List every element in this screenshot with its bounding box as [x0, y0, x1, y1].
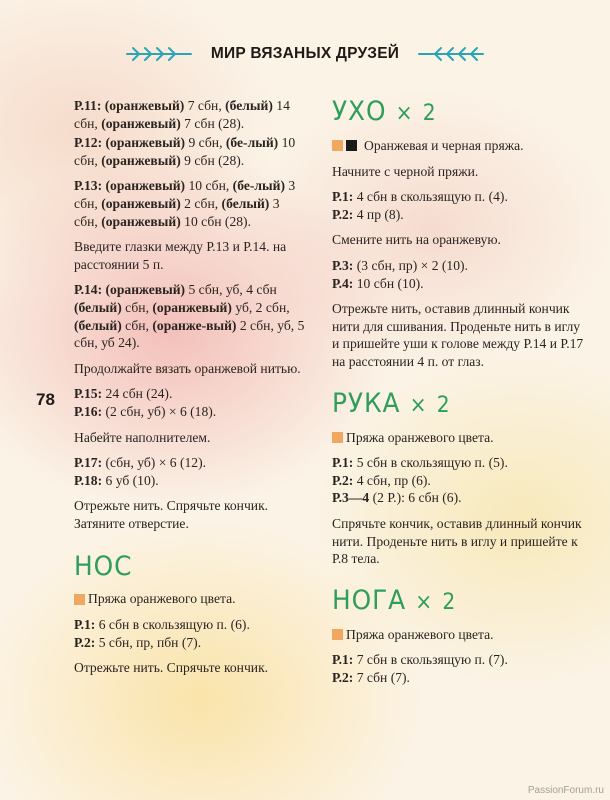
nose-section-title: НОС: [74, 551, 133, 583]
page-number: 78: [36, 390, 55, 409]
page-header-title: МИР ВЯЗАНЫХ ДРУЗЕЙ: [210, 45, 400, 62]
row-12: Р.12: (оранжевый) 9 сбн, (бе-лый) 10 сбн, (оранжевый) 9 сбн (28).: [74, 135, 296, 168]
row-15: Р.15: 24 сбн (24).: [74, 386, 173, 402]
arm-row-3-4: Р.3—4 (2 Р.): 6 сбн (6).: [332, 490, 462, 506]
leaf-branch-icon: [125, 45, 193, 63]
row-17: Р.17: (сбн, уб) × 6 (12).: [74, 455, 207, 471]
leg-row-2: Р.2: 7 сбн (7).: [332, 669, 410, 685]
nose-row-2: Р.2: 5 сбн, пр, пбн (7).: [74, 634, 202, 650]
continue-note: Продолжайте вязать оранжевой нитью.: [74, 360, 301, 376]
leg-section-title: НОГА × 2: [332, 584, 458, 616]
watermark: PassionForum.ru: [527, 785, 604, 796]
arm-yarn: Пряжа оранжевого цвета.: [332, 429, 584, 447]
nose-note: Отрежьте нить. Спрячьте кончик.: [74, 660, 269, 676]
arm-row-1: Р.1: 5 сбн в скользящую п. (5).: [332, 455, 508, 471]
eyes-note: Введите глазки между Р.13 и Р.14. на расстоянии 5 п.: [74, 239, 287, 272]
ear-start-note: Начните с черной пряжи.: [332, 163, 479, 179]
leg-yarn: Пряжа оранжевого цвета.: [332, 626, 584, 644]
row-11: Р.11: (оранжевый) 7 сбн, (белый) 14 сбн, (оранжевый) 7 сбн (28).: [74, 98, 290, 131]
arm-section-title: РУКА × 2: [332, 387, 452, 419]
row-13: Р.13: (оранжевый) 10 сбн, (бе-лый) 3 сбн, (оранжевый) 2 сбн, (белый) 3 сбн, (оранжевый) 10 сбн (28).: [74, 178, 296, 229]
row-18: Р.18: 6 уб (10).: [74, 472, 159, 488]
orange-yarn-swatch: [74, 594, 85, 605]
orange-yarn-swatch: [332, 629, 343, 640]
ear-row-1: Р.1: 4 сбн в скользящую п. (4).: [332, 189, 508, 205]
page-header: [0, 38, 610, 70]
arm-sew-note: Спрячьте кончик, оставив длинный кончик нити. Проденьте нить в иглу и пришейте к Р.8 тела.: [332, 515, 582, 567]
left-column: [74, 97, 306, 685]
ear-section-title: УХО × 2: [332, 96, 438, 127]
finish-note: Отрежьте нить. Спрячьте кончик. Затяните отверстие.: [74, 498, 269, 531]
right-column: [332, 97, 584, 694]
ear-row-2: Р.2: 4 пр (8).: [332, 206, 404, 222]
leaf-branch-icon: [417, 45, 485, 63]
orange-yarn-swatch: [332, 432, 343, 443]
ear-row-3: Р.3: (3 сбн, пр) × 2 (10).: [332, 257, 468, 273]
leg-row-1: Р.1: 7 сбн в скользящую п. (7).: [332, 652, 508, 668]
ear-yarn: Оранжевая и черная пряжа.: [332, 137, 584, 155]
ear-change-note: Смените нить на оранжевую.: [332, 232, 501, 248]
ear-sew-note: Отрежьте нить, оставив длинный кончик нити для сшивания. Проденьте нить в иглу и пришейте уши к голове между Р.14 и Р.17 на расстоянии 4 п. от глаз.: [332, 301, 584, 369]
nose-row-1: Р.1: 6 сбн в скользящую п. (6).: [74, 617, 250, 633]
arm-row-2: Р.2: 4 сбн, пр (6).: [332, 472, 431, 488]
row-16: Р.16: (2 сбн, уб) × 6 (18).: [74, 403, 217, 419]
orange-yarn-swatch: [332, 140, 343, 151]
stuff-note: Набейте наполнителем.: [74, 429, 211, 445]
black-yarn-swatch: [346, 140, 357, 151]
nose-yarn: Пряжа оранжевого цвета.: [74, 590, 306, 608]
row-14: Р.14: (оранжевый) 5 сбн, уб, 4 сбн (белый) сбн, (оранжевый) уб, 2 сбн, (белый) сбн, (оранже-вый) 2 сбн, уб, 5 сбн, уб 24).: [74, 282, 305, 351]
ear-row-4: Р.4: 10 сбн (10).: [332, 275, 424, 291]
